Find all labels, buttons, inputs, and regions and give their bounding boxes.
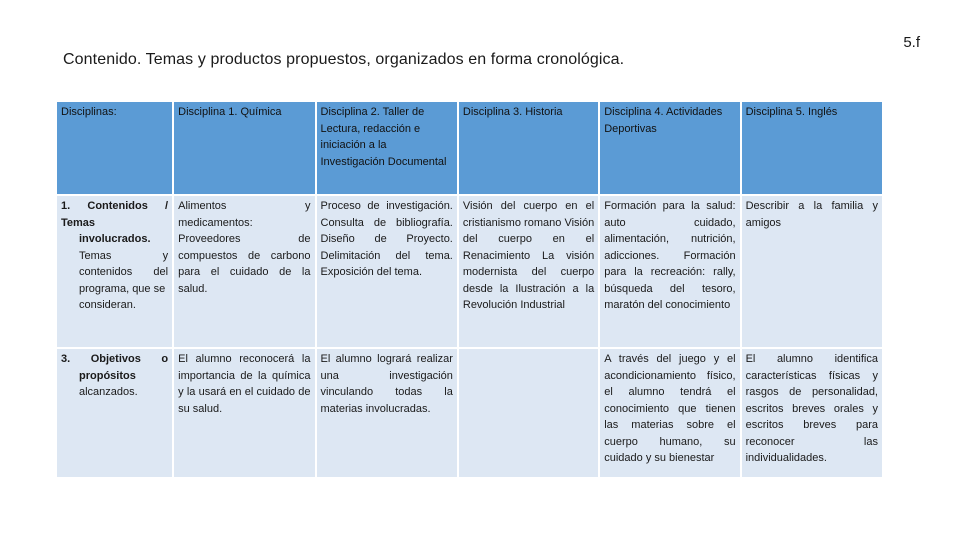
content-table [55,100,884,479]
label-line: alcanzados. [79,386,138,398]
cell-quimica-objetivos: El alumno reconocerá la importancia de la química y la usará en el cuidado de su salud. [174,349,314,477]
page-number: 5.f [903,34,920,51]
label-line: 1. Contenidos / [61,200,169,212]
cell-taller-objetivos: El alumno logrará realizar una investigación vinculando todas la materias involucradas. [317,349,457,477]
label-line: consideran. [79,299,136,311]
label-line: Temas [61,216,96,229]
header-historia: Disciplina 3. Historia [459,102,598,194]
cell-deportivas-contenidos: Formación para la salud: auto cuidado, alimentación, nutrición, adicciones. Formación para la recreación: rally, búsqueda del tesoro, maratón del conocimiento [600,196,739,347]
header-disciplinas: Disciplinas: [57,102,172,194]
table-row [57,196,882,347]
label-line: involucrados. [79,233,151,245]
header-ingles: Disciplina 5. Inglés [742,102,882,194]
table-header-row [57,102,882,194]
table-row [57,349,882,477]
page-title: Contenido. Temas y productos propuestos, organizados en forma cronológica. [63,51,625,68]
cell-taller-contenidos: Proceso de investigación. Consulta de bibliografía. Diseño de Proyecto. Delimitación del tema. Exposición del tema. [317,196,457,347]
row-label-contenidos [57,196,172,347]
cell-quimica-contenidos: Alimentos y medicamentos: Proveedores de compuestos de carbono para el cuidado de la salud. [174,196,314,347]
cell-ingles-contenidos: Describir a la familia y amigos [742,196,882,347]
cell-ingles-objetivos: El alumno identifica características físicas y rasgos de personalidad, escritos breves orales y escritos breves para reconocer las individualidades. [742,349,882,477]
label-line: propósitos [79,369,136,382]
header-actividades-deportivas: Disciplina 4. Actividades Deportivas [600,102,739,194]
cell-deportivas-objetivos: A través del juego y el acondicionamiento físico, el alumno tendrá el conocimiento que tienen las materias sobre el cuerpo humano, su cuidado y su bienestar [600,349,739,477]
cell-historia-contenidos: Visión del cuerpo en el cristianismo romano Visión del cuerpo en el Renacimiento La visión modernista del cuerpo desde la Ilustración a la Revolución Industrial [459,196,598,347]
header-quimica: Disciplina 1. Química [174,102,314,194]
label-line: contenidos del [79,266,169,278]
label-line: 3. Objetivos o [61,353,169,365]
label-line: Temas y [79,249,169,262]
header-taller-lectura: Disciplina 2. Taller de Lectura, redacción e iniciación a la Investigación Documental [317,102,457,194]
row-label-objetivos [57,349,172,477]
label-line: programa, que se [79,282,166,295]
cell-historia-objetivos [459,349,598,477]
